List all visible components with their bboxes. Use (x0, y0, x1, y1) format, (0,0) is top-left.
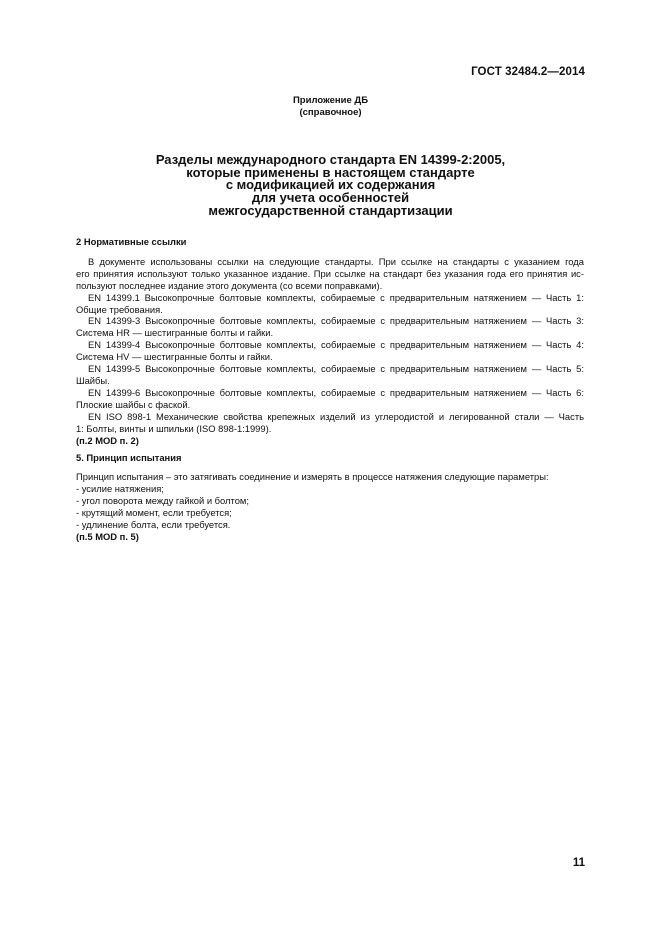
section-2-note-text: (п.2 MOD п. 2) (76, 434, 139, 446)
list-item: - крутящий момент, если требуется; (76, 507, 232, 519)
reference-line: Система HR — шестигранные болты и гайки. (76, 327, 274, 339)
section-2-note (76, 435, 584, 447)
list-item: - угол поворота между гайкой и болтом; (76, 495, 249, 507)
title-line: межгосударственной стандартизации (208, 202, 453, 218)
section-5-note: (п.5 MOD п. 5) (76, 530, 139, 542)
appendix-label: Приложение ДБ (292, 95, 369, 106)
reference-line: EN 14399-5 Высокопрочные болтовые комплекты, собираемые с предварительным натяжением — Часть 5: (88, 363, 584, 375)
list-item: - усилие натяжения; (76, 483, 164, 495)
reference-item (76, 339, 584, 363)
reference-line: EN ISO 898-1 Механические свойства крепежных изделий из углеродистой и легированной стали — Часть (88, 410, 584, 422)
reference-item (76, 387, 584, 411)
title-line: которые применены в настоящем стандарте (186, 164, 475, 180)
intro-line: пользуют последнее издание этого документа (со всеми поправками). (76, 279, 383, 291)
intro-line: его принятия используют только указанное издание. При ссылке на стандарт без указания года его принятия ис- (76, 267, 584, 279)
section-5-intro: Принцип испытания – это затягивать соединение и измерять в процессе натяжения следующие параметры: (76, 471, 549, 483)
reference-line: EN 14399.1 Высокопрочные болтовые комплекты, собираемые с предварительным натяжением — Часть 1: (88, 291, 584, 303)
reference-item (76, 363, 584, 387)
section-2-heading (76, 236, 584, 248)
list-item: - удлинение болта, если требуется. (76, 518, 231, 530)
reference-line: Шайбы. (76, 374, 110, 386)
reference-item (76, 292, 584, 316)
section-5-body (76, 471, 584, 542)
body-text (76, 236, 584, 543)
reference-item (76, 315, 584, 339)
reference-line: Система HV — шестигранные болты и гайки. (76, 351, 273, 363)
appendix-title (0, 154, 661, 218)
reference-line: Плоские шайбы с фаской. (76, 398, 191, 410)
title-line: для учета особенностей (251, 190, 410, 206)
section-5-heading (76, 452, 584, 464)
reference-line: EN 14399-4 Высокопрочные болтовые комплекты, собираемые с предварительным натяжением — Часть 4: (88, 339, 584, 351)
title-line: Разделы международного стандарта EN 14399-2:2005, (155, 152, 506, 167)
intro-line: В документе использованы ссылки на следующие стандарты. При ссылке на стандарты с указанием года (88, 255, 584, 267)
section-2-intro (76, 256, 584, 292)
reference-line: EN 14399-6 Высокопрочные болтовые комплекты, собираемые с предварительным натяжением — Часть 6: (88, 386, 584, 398)
standard-code: ГОСТ 32484.2—2014 (471, 66, 585, 78)
page-number: 11 (572, 857, 585, 869)
section-2-heading-text: 2 Нормативные ссылки (76, 236, 187, 247)
reference-line: Общие требования. (76, 303, 163, 315)
section-5-heading-text: 5. Принцип испытания (76, 452, 182, 464)
reference-line: 1: Болты, винты и шпильки (ISO 898-1:1999). (76, 422, 272, 434)
title-line: с модификацией их содержания (225, 177, 436, 193)
appendix-kind: (справочное) (299, 107, 362, 118)
reference-item (76, 411, 584, 435)
reference-line: EN 14399-3 Высокопрочные болтовые комплекты, собираемые с предварительным натяжением — Часть 3: (88, 315, 584, 327)
